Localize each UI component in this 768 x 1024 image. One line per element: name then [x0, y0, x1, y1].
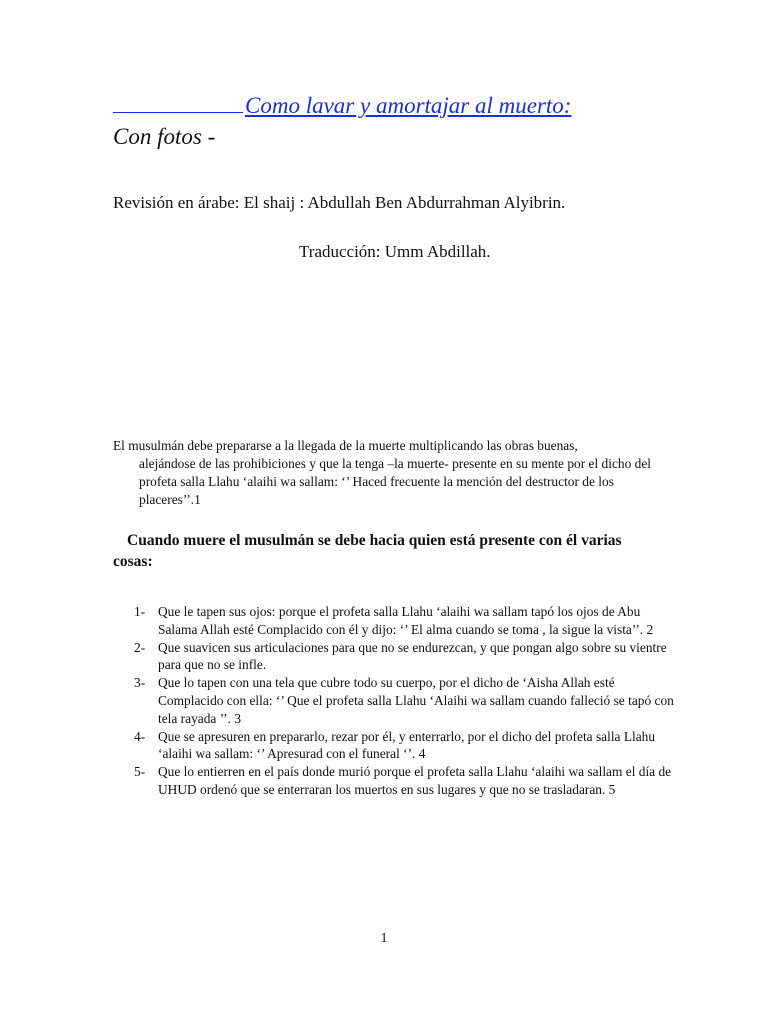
- section-heading-text: Cuando muere el musulmán se debe hacia quien está presente con él varias cosas:: [113, 532, 622, 570]
- page-number: 1: [380, 931, 388, 946]
- translation-line: Traducción: Umm Abdillah.: [299, 242, 491, 261]
- intro-paragraph: [113, 437, 653, 509]
- list-item-text: Que lo tapen con una tela que cubre todo su cuerpo, por el dicho de ‘Aisha Allah esté Complacido con ella: ‘’ Que el profeta salla Llahu ‘Alaihi wa sallam cuando falleció se tapó con tela rayada ’’. 3: [158, 675, 674, 726]
- list-item-text: Que suavicen sus articulaciones para que no se endurezcan, y que pongan algo sobre su vientre para que no se infle.: [158, 639, 667, 673]
- list-item: [134, 728, 674, 764]
- intro-continuation: alejándose de las prohibiciones y que la tenga –la muerte- presente en su mente por el dicho del profeta salla Llahu ‘alaihi wa sallam: ‘’ Haced frecuente la mención del destructor de los placeres’’.1: [139, 456, 652, 507]
- list-item-text: Que se apresuren en prepararlo, rezar por él, y enterrarlo, por el dicho del profeta salla Llahu ‘alaihi wa sallam: ‘’ Apresurad con el funeral ‘’. 4: [158, 728, 656, 762]
- list-item: [134, 603, 674, 639]
- list-item-text: Que le tapen sus ojos: porque el profeta salla Llahu ‘alaihi wa sallam tapó los ojos de Abu Salama Allah esté Complacido con él y dijo: ‘’ El alma cuando se toma , la sigue la vista’’. 2: [158, 604, 654, 637]
- list-item-number: 4-: [134, 728, 146, 744]
- list-item: [134, 639, 674, 675]
- list-item-number: 3-: [134, 675, 146, 691]
- list-item: [134, 674, 674, 727]
- list-item-text: Que lo entierren en el país donde murió porque el profeta salla Llahu ‘alaihi wa sallam el día de UHUD ordenó que se enterraran los muertos en sus lugares y que no se trasladaran. 5: [158, 764, 672, 797]
- document-subtitle: Con fotos -: [113, 124, 216, 149]
- document-title-line: [113, 92, 603, 120]
- list-item-number: 1-: [134, 604, 146, 619]
- list-item-number: 5-: [134, 764, 146, 780]
- list-item-number: 2-: [134, 639, 146, 655]
- section-heading: [113, 530, 663, 572]
- intro-first-line: El musulmán debe prepararse a la llegada de la muerte multiplicando las obras buenas,: [113, 438, 578, 453]
- document-title: Como lavar y amortajar al muerto:: [245, 93, 572, 118]
- title-underline-blank: [113, 94, 243, 113]
- numbered-list: [134, 603, 674, 799]
- list-item: [134, 763, 674, 799]
- revision-line: Revisión en árabe: El shaij : Abdullah Ben Abdurrahman Alyibrin.: [113, 193, 566, 212]
